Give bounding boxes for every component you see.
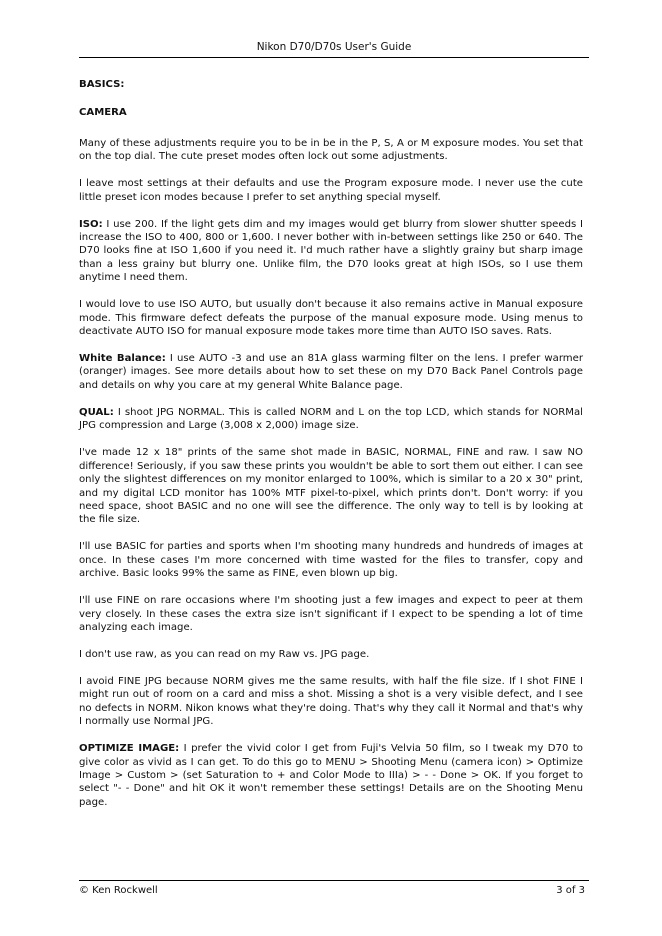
paragraph-program-mode: I leave most settings at their defaults and use the Program exposure mode. I never use the cute little preset icon modes because I prefer to set anything special myself. (79, 178, 583, 203)
paragraph-basic-usage: I'll use BASIC for parties and sports when I'm shooting many hundreds and hundreds of images at once. In these cases I'm more concerned with time wasted for the files to transfer, copy and archive. Basic looks 99% the same as FINE, even blown up big. (79, 541, 583, 580)
footer-page-number: 3 of 3 (556, 885, 585, 896)
paragraph-raw: I don't use raw, as you can read on my Raw vs. JPG page. (79, 648, 370, 660)
paragraph-prints-comparison: I've made 12 x 18" prints of the same shot made in BASIC, NORMAL, FINE and raw. I saw NO difference! Seriously, if you saw these prints you wouldn't be able to sort them out either. I can see only the slightest differences on my monitor enlarged to 100%, which is similar to a 20 x 30" print, and my digital LCD monitor has 100% MTF pixel-to-pixel, which prints don't. Don't worry: if you need space, shoot BASIC and no one will see the difference. The only way to tell is by looking at the file size. (79, 447, 583, 526)
basics-heading: BASICS: (79, 79, 125, 90)
paragraph-qual (79, 406, 583, 433)
footer-copyright: © Ken Rockwell (79, 885, 158, 896)
white-balance-label: White Balance: (79, 353, 166, 365)
paragraph-iso-auto: I would love to use ISO AUTO, but usually don't because it also remains active in Manual exposure mode. This firmware defect defeats the purpose of the manual exposure mode. Using menus to deactivate AUTO ISO for manual exposure mode takes more time than AUTO ISO saves. Rats. (79, 299, 583, 338)
paragraph-white-balance (79, 352, 583, 392)
paragraph-fine-usage: I'll use FINE on rare occasions where I'm shooting just a few images and expect to peer at them very closely. In these cases the extra size isn't significant if I expect to be spending a lot of time analyzing each image. (79, 595, 583, 633)
camera-heading: CAMERA (79, 107, 127, 119)
white-balance-text: I use AUTO -3 and use an 81A glass warming filter on the lens. I prefer warmer (oranger) images. See more details about how to set these on my D70 Back Panel Controls page and details on why you care at my general White Balance page. (79, 353, 583, 391)
header-rule (79, 57, 589, 58)
footer-rule (79, 880, 589, 881)
paragraph-exposure-modes: Many of these adjustments require you to be in be in the P, S, A or M exposure modes. You set that on the top dial. The cute preset modes often lock out some adjustments. (79, 137, 583, 163)
qual-label: QUAL: (79, 406, 114, 418)
iso-label: ISO: (79, 218, 103, 230)
document-body (79, 78, 583, 823)
page-header-title: Nikon D70/D70s User's Guide (256, 41, 412, 53)
paragraph-optimize-image (79, 742, 583, 809)
optimize-image-text: I prefer the vivid color I get from Fuji's Velvia 50 film, so I tweak my D70 to give color as vivid as I can get. To do this go to MENU > Shooting Menu (camera icon) > Optimize Image > Custom > (set Saturation to + and Color Mode to IIIa) > - - Done > OK. If you forget to select "- - Done" and hit OK it won't remember these settings! Details are on the Shooting Menu page. (79, 743, 583, 808)
iso-text: I use 200. If the light gets dim and my images would get blurry from slower shutter speeds I increase the ISO to 400, 800 or 1,600. I never bother with in-between settings like 250 or 640. The D70 looks fine at ISO 1,600 if you need it. I'd much rather have a slightly grainy but sharp image than a less grainy but blurry one. Unlike film, the D70 looks great at high ISOs, so I use them anytime I need them. (79, 218, 583, 284)
optimize-image-label: OPTIMIZE IMAGE: (79, 743, 180, 755)
paragraph-iso (79, 218, 583, 285)
paragraph-norm: I avoid FINE JPG because NORM gives me the same results, with half the file size. If I shot FINE I might run out of room on a card and miss a shot. Missing a shot is a very visible defect, and I see no defects in NORM. Nikon knows what they're doing. That's why they call it Normal and that's why I normally use Normal JPG. (79, 675, 583, 728)
qual-text: I shoot JPG NORMAL. This is called NORM and L on the top LCD, which stands for NORMal JPG compression and Large (3,008 x 2,000) image size. (79, 406, 583, 432)
